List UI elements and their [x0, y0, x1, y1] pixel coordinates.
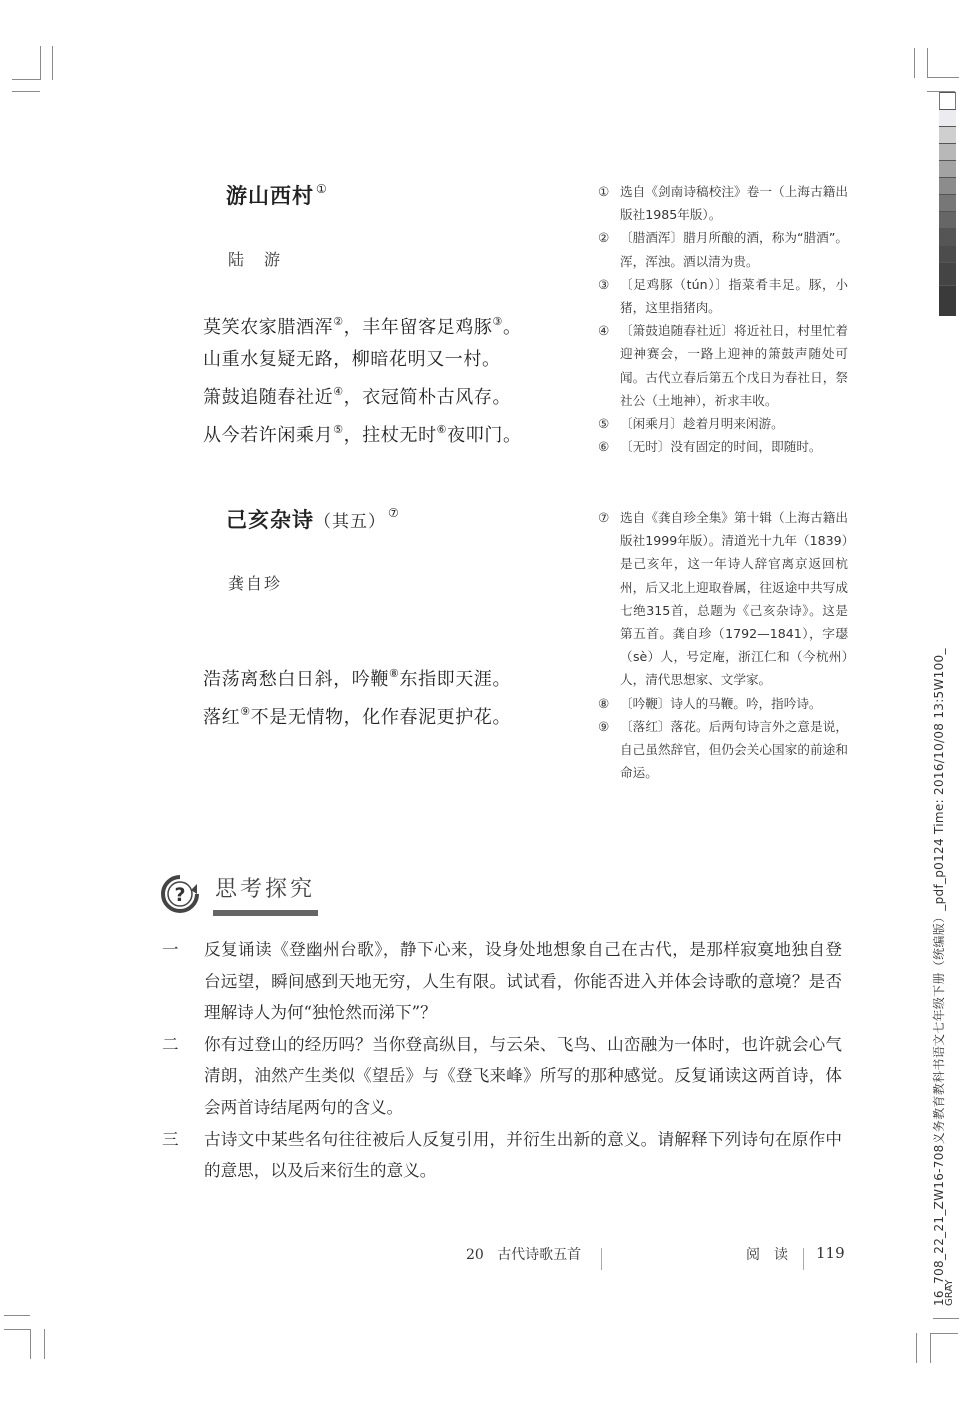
crop-mark	[40, 46, 41, 80]
crop-mark	[12, 91, 40, 92]
question-item: 三 古诗文中某些名句往往被后人反复引用，并衍生出新的意义。请解释下列诗句在原作中的意思，以及后来衍生的意义。	[162, 1129, 842, 1181]
verse-line: 落红⑨不是无情物，化作春泥更护花。	[203, 705, 512, 728]
crop-mark	[4, 1329, 30, 1330]
color-mode-label: GRAY	[944, 1279, 955, 1306]
poem-title-text: 游山西村	[226, 184, 314, 208]
poem-title-1	[226, 180, 328, 210]
crop-mark	[916, 1333, 917, 1363]
section-heading	[160, 868, 320, 928]
footer-lesson	[466, 1244, 581, 1264]
verse-line: 莫笑农家腊酒浑②，丰年留客足鸡豚③。	[203, 315, 522, 338]
footnote: ④ 〔箫鼓追随春社近〕将近社日，村里忙着迎神赛会，一路上迎神的箫鼓声随处可闻。古代立春后第五个戊日为春社日，祭社公（土地神），祈求丰收。	[598, 323, 848, 408]
lesson-number: 20	[466, 1247, 484, 1263]
crop-mark	[930, 1333, 958, 1334]
footnote: ⑥ 〔无时〕没有固定的时间，即随时。	[598, 439, 822, 455]
section-title: 思考探究	[215, 877, 316, 902]
crop-mark	[930, 1333, 931, 1363]
footnotes-poem-2	[598, 506, 848, 784]
footer-divider	[803, 1248, 804, 1270]
footer-unit: 阅 读	[746, 1247, 788, 1263]
question-mark-icon	[160, 874, 200, 914]
footnote: ⑤ 〔闲乘月〕趁着月明来闲游。	[598, 416, 784, 432]
poem-title-text: 己亥杂诗	[226, 508, 314, 532]
crop-mark	[30, 1329, 31, 1359]
footnote: ③ 〔足鸡豚（tún）〕指菜肴丰足。豚，小猪，这里指猪肉。	[598, 276, 848, 316]
footnote: ⑨ 〔落红〕落花。后两句诗言外之意是说，自己虽然辞官，但仍会关心国家的前途和命运。	[598, 718, 848, 781]
footnote: ① 选自《剑南诗稿校注》卷一（上海古籍出版社1985年版）。	[598, 184, 848, 223]
poem-subtitle: （其五）	[314, 512, 386, 532]
verse-line: 箫鼓追随春社近④，衣冠简朴古风存。	[203, 385, 512, 408]
crop-mark	[44, 1329, 45, 1359]
gray-scale-calibration-bar	[939, 92, 956, 316]
question-item: 二 你有过登山的经历吗？当你登高纵目，与云朵、飞鸟、山峦融为一体时，也许就会心气清朗，油然产生类似《望岳》与《登飞来峰》所写的那种感觉。反复诵读这两首诗，体会两首诗结尾两句的含义。	[162, 1034, 842, 1117]
poem-title-2	[226, 504, 400, 534]
section-underline	[213, 910, 318, 916]
footnote-ref: ①	[316, 182, 328, 196]
crop-mark	[933, 1318, 959, 1319]
footnote: ⑧ 〔吟鞭〕诗人的马鞭。吟，指吟诗。	[598, 695, 822, 711]
lesson-title: 古代诗歌五首	[497, 1247, 582, 1263]
footnotes-poem-1	[598, 180, 848, 458]
crop-mark	[12, 79, 40, 80]
question-list	[162, 934, 842, 1187]
poem-author-1: 陆 游	[228, 250, 283, 269]
crop-mark	[4, 1315, 30, 1316]
question-item: 一 反复诵读《登幽州台歌》，静下心来，设身处地想象自己在古代，是那样寂寞地独自登台远望，瞬间感到天地无穷，人生有限。试试看，你能否进入并体会诗歌的意境？是否理解诗人为何“独怆然而涕下”？	[162, 940, 842, 1023]
poem-author-2: 龚自珍	[228, 574, 283, 593]
crop-mark	[914, 48, 915, 78]
footer-divider	[601, 1248, 602, 1270]
svg-text:?: ?	[174, 884, 186, 906]
verse-line: 浩荡离愁白日斜，吟鞭⑧东指即天涯。	[203, 667, 512, 690]
footnote: ② 〔腊酒浑〕腊月所酿的酒，称为“腊酒”。浑，浑浊。酒以清为贵。	[598, 230, 848, 269]
page-number: 119	[816, 1244, 845, 1262]
crop-mark	[927, 77, 959, 78]
crop-mark	[927, 48, 928, 78]
crop-mark	[52, 46, 53, 80]
footnote-ref: ⑦	[388, 506, 400, 520]
verse-line: 山重水复疑无路，柳暗花明又一村。	[203, 349, 501, 370]
poem-body-1	[203, 306, 522, 452]
footnote: ⑦ 选自《龚自珍全集》第十辑（上海古籍出版社1999年版）。清道光十九年（1839）是己亥年，这一年诗人辞官离京返回杭州，后又北上迎取眷属，往返途中共写成七绝315首，总题为《己亥杂诗》。这是第五首。龚自珍（1792—1841），字璱（sè）人，号定庵，浙江仁和（今杭州）人，清代思想家、文学家。	[598, 510, 848, 688]
verse-line: 从今若许闲乘月⑤，拄杖无时⑥夜叩门。	[203, 423, 522, 446]
print-info: 16_708_22_21_ZW16-708义务教育教科书语文七年级下册（统编版）_pdf_p0124 Time: 2016/10/08 13:5W100_	[932, 648, 946, 1306]
poem-body-2	[203, 658, 511, 734]
